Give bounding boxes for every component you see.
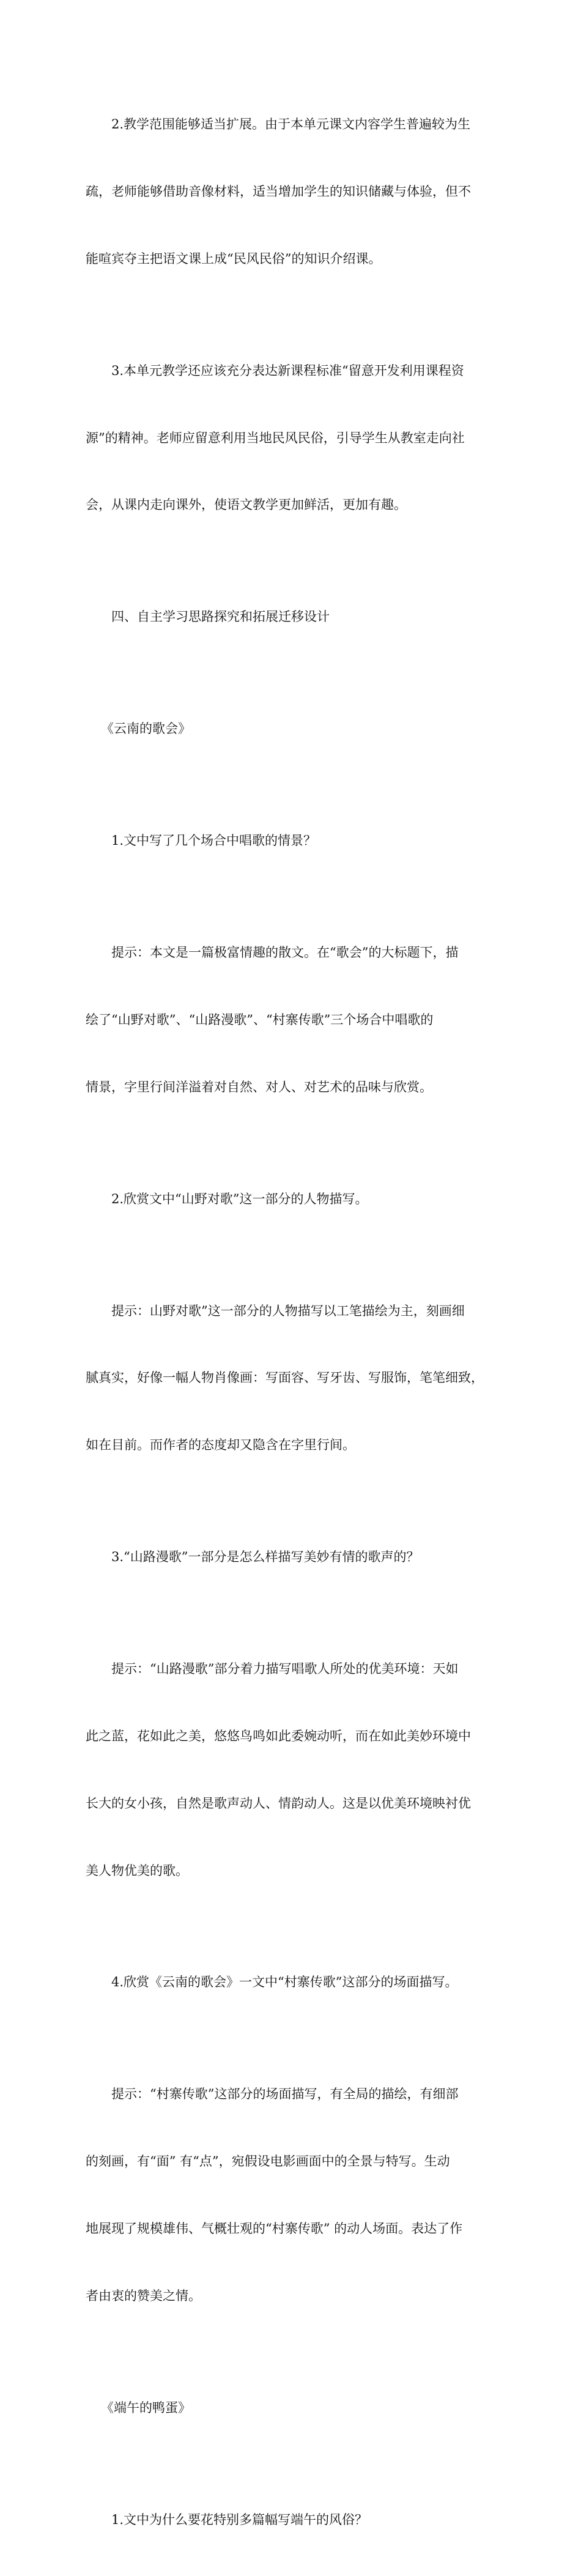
text-line: 的刻画，有“面” 有“点”，宛假设电影画面中的全景与特写。生动	[86, 2154, 450, 2169]
hint-4	[86, 2038, 499, 2351]
question-3	[86, 1501, 499, 1613]
text-line: 源”的精神。老师应留意利用当地民风民俗，引导学生从教室走向社	[86, 430, 465, 445]
hint-2	[86, 1255, 499, 1501]
text-line: 《端午的鸭蛋》	[101, 2400, 191, 2415]
question-duanwu-1	[86, 2464, 499, 2576]
section-heading	[86, 561, 499, 673]
text-line: 《云南的歌会》	[101, 721, 191, 737]
text-line: 3.“山路漫歌”一部分是怎么样描写美妙有情的歌声的？	[111, 1550, 420, 1565]
paragraph-teaching-scope	[86, 69, 499, 315]
text-line: 2.教学范围能够适当扩展。由于本单元课文内容学生普遍较为生	[111, 117, 471, 132]
text-line: 地展现了规模雄伟、气概壮观的“村寨传歌” 的动人场面。表达了作	[86, 2221, 463, 2236]
text-line: 能喧宾夺主把语文课上成“民风民俗”的知识介绍课。	[86, 251, 382, 266]
text-line: 长大的女小孩，自然是歌声动人、情韵动人。这是以优美环境映衬优	[86, 1795, 471, 1811]
question-2	[86, 1143, 499, 1255]
text-line: 疏，老师能够借助音像材料，适当增加学生的知识储藏与体验，但不	[86, 184, 471, 199]
text-line: 会，从课内走向课外，使语文教学更加鲜活，更加有趣。	[86, 497, 407, 513]
text-line: 四、自主学习思路探究和拓展迁移设计	[111, 609, 330, 625]
article-title-duanwu	[86, 2352, 499, 2464]
text-line: 者由衷的赞美之情。	[86, 2288, 201, 2303]
text-line: 提示：山野对歌”这一部分的人物描写以工笔描绘为主，刻画细	[111, 1303, 465, 1318]
text-line: 2.欣赏文中“山野对歌”这一部分的人物描写。	[111, 1191, 368, 1206]
text-line: 情景，字里行间洋溢着对自然、对人、对艺术的品味与欣赏。	[86, 1079, 432, 1094]
article-title-yunnan	[86, 673, 499, 785]
document-body	[86, 69, 499, 2576]
text-line: 提示：本文是一篇极富情趣的散文。在“歌会”的大标题下，描	[111, 945, 459, 960]
hint-1	[86, 897, 499, 1143]
question-1	[86, 785, 499, 897]
text-line: 腻真实，好像一幅人物肖像画：写面容、写牙齿、写服饰，笔笔细致，	[86, 1370, 484, 1386]
hint-3	[86, 1613, 499, 1926]
paragraph-curriculum-standard	[86, 315, 499, 562]
text-line: 美人物优美的歌。	[86, 1863, 188, 1878]
text-line: 1.文中为什么要花特别多篇幅写端午的风俗？	[111, 2512, 368, 2527]
text-line: 4.欣赏《云南的歌会》一文中“村寨传歌”这部分的场面描写。	[111, 1975, 458, 1990]
text-line: 如在目前。而作者的态度却又隐含在字里行间。	[86, 1438, 355, 1453]
text-line: 3.本单元教学还应该充分表达新课程标准“留意开发利用课程资	[111, 363, 464, 378]
question-4	[86, 1926, 499, 2038]
text-line: 绘了“山野对歌”、“山路漫歌”、“村寨传歌”三个场合中唱歌的	[86, 1012, 434, 1027]
text-line: 提示：“山路漫歌”部分着力描写唱歌人所处的优美环境：天如	[111, 1661, 459, 1677]
text-line: 提示：“村寨传歌”这部分的场面描写，有全局的描绘，有细部	[111, 2087, 459, 2102]
text-line: 此之蓝，花如此之美，悠悠鸟鸣如此委婉动听，而在如此美妙环境中	[86, 1728, 471, 1743]
text-line: 1.文中写了几个场合中唱歌的情景？	[111, 833, 317, 848]
